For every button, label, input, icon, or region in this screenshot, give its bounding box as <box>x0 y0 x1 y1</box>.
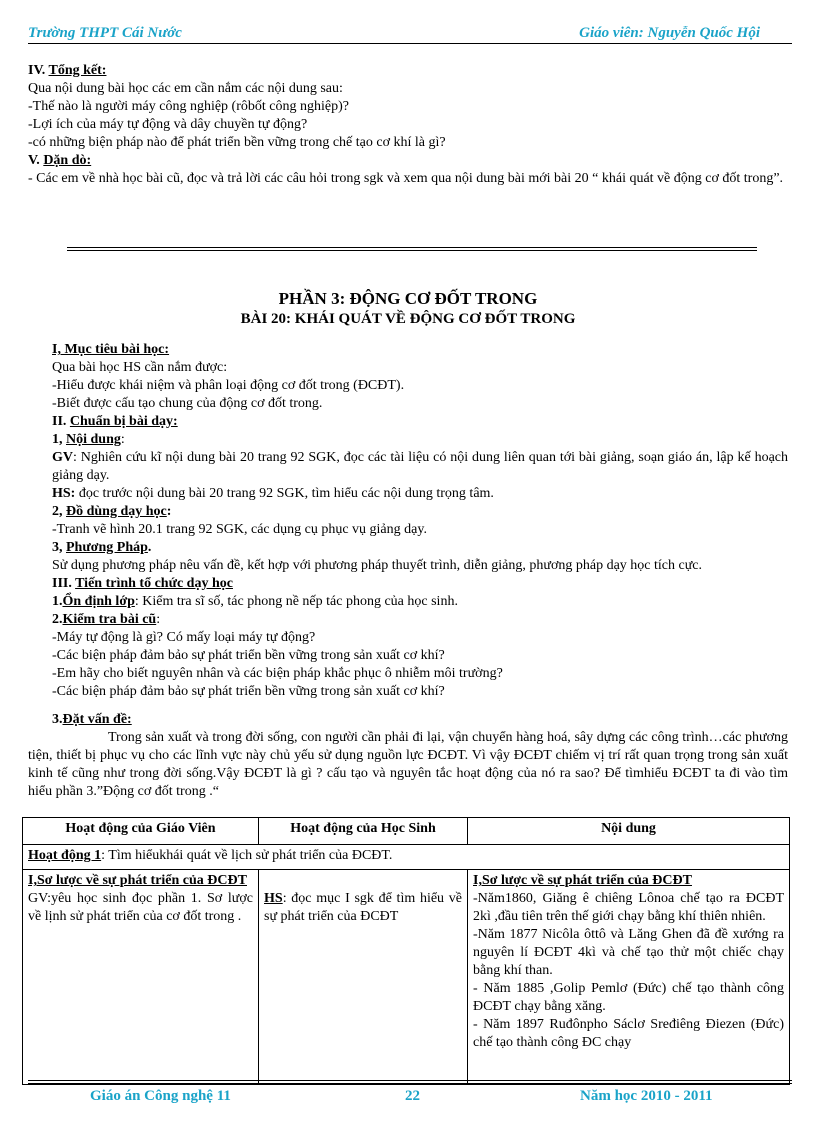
page-number: 22 <box>405 1088 420 1104</box>
section-divider <box>67 247 757 253</box>
content-heading: Nội dung <box>66 432 121 447</box>
content-cell <box>468 870 790 1085</box>
review-question: -Các biện pháp đảm bảo sự phát triển bền vững trong sản xuất cơ khí? <box>52 684 445 699</box>
summary-section: IV. Tổng kết: Qua nội dung bài học các em cần nắm các nội dung sau: -Thế nào là người máy công nghiệp (rôbốt công nghiệp)? -Lợi ích của máy tự động và dây chuyền tự động? -có những biện pháp nào để phát triển bền vững trong chế tạo cơ khí là gì? V. Dặn dò: - Các em về nhà học bài cũ, đọc và trả lời các câu hỏi trong sgk và xem qua nội dung bài mới bài 20 “ khái quát về động cơ đốt trong”. <box>28 62 788 188</box>
page-header <box>28 25 790 45</box>
summary-line: -có những biện pháp nào để phát triển bền vững trong chế tạo cơ khí là gì? <box>28 135 446 150</box>
school-name: Trường THPT Cái Nước <box>28 25 182 41</box>
content-heading-cell: I,Sơ lược về sự phát triển của ĐCĐT <box>473 873 692 888</box>
header-rule <box>28 43 792 44</box>
summary-line: -Thế nào là người máy công nghiệp (rôbốt công nghiệp)? <box>28 99 349 114</box>
review-question: -Em hãy cho biết nguyên nhân và các biện pháp khắc phục ô nhiễm môi trường? <box>52 666 503 681</box>
summary-line: -Lợi ích của máy tự động và dây chuyền tự động? <box>28 117 308 132</box>
teacher-cell <box>23 870 259 1085</box>
column-header: Hoạt động của Giáo Viên <box>23 818 259 845</box>
review-question: -Các biện pháp đảm bảo sự phát triển bền vững trong sản xuất cơ khí? <box>52 648 445 663</box>
lesson-title: BÀI 20: KHÁI QUÁT VỀ ĐỘNG CƠ ĐỐT TRONG <box>240 311 576 327</box>
summary-line: Qua nội dung bài học các em cần nắm các nội dung sau: <box>28 81 343 96</box>
hs-prep: HS: đọc trước nội dung bài 20 trang 92 SGK, tìm hiểu các nội dung trọng tâm. <box>52 486 494 501</box>
tools-line: -Tranh vẽ hình 20.1 trang 92 SGK, các dụng cụ phục vụ giảng dạy. <box>52 522 427 537</box>
part-title: PHẦN 3: ĐỘNG CƠ ĐỐT TRONG <box>278 289 538 308</box>
intro-paragraph: Trong sản xuất và trong đời sống, con người cần phải đi lại, vận chuyển hàng hoá, sây dựng các công trình…các phương tiện, thiết bị phục vụ cho các lĩnh vực này chủ yếu sử dụng nguồn lực ĐCĐT. Vì vậy ĐCĐT chiếm vị trí rất quan trọng trong sản xuất kinh tế cũng như trong đời sống.Vậy ĐCĐT là gì ? cấu tạo và nguyên tắc hoạt động của nó ra sao? Để tìmhiểu ĐCĐT ta đi vào tìm hiểu phần 3.”Động cơ đốt trong .“ <box>28 730 788 799</box>
objectives-line: -Biết được cấu tạo chung của động cơ đốt trong. <box>52 396 323 411</box>
column-header: Nội dung <box>468 818 790 845</box>
footer-year: Năm học 2010 - 2011 <box>580 1088 713 1104</box>
step1-heading: Ổn định lớp <box>62 594 135 609</box>
method-line: Sử dụng phương pháp nêu vấn đề, kết hợp với phương pháp thuyết trình, diễn giảng, phương pháp dạy học tích cực. <box>52 558 703 573</box>
objectives-line: Qua bài học HS cần nắm được: <box>52 360 228 375</box>
student-cell: HS: đọc mục I sgk để tìm hiểu về sự phát triển của ĐCĐT <box>259 870 468 1085</box>
footer-subject: Giáo án Công nghệ 11 <box>90 1088 231 1104</box>
content-item: - Năm 1885 ,Golip Pemlơ (Đức) chế tạo thành công ĐCĐT chạy bằng xăng. <box>473 981 784 1014</box>
column-header: Hoạt động của Học Sinh <box>259 818 468 845</box>
step2-heading: Kiểm tra bài cũ <box>62 612 157 627</box>
summary-heading: Tổng kết: <box>48 63 107 78</box>
homework-text: - Các em về nhà học bài cũ, đọc và trả lời các câu hỏi trong sgk và xem qua nội dung bài mới bài 20 “ khái quát về động cơ đốt trong”. <box>28 171 784 186</box>
activity-table <box>22 817 790 1085</box>
objectives-heading: I, Mục tiêu bài học: <box>52 342 170 357</box>
table-header-row <box>23 818 790 845</box>
footer-rule <box>28 1080 792 1081</box>
review-question: -Máy tự động là gì? Có mấy loại máy tự động? <box>52 630 316 645</box>
prep-heading: Chuẩn bị bài dạy: <box>69 414 178 429</box>
lesson-body: I, Mục tiêu bài học: Qua bài học HS cần nắm được: -Hiểu được khái niệm và phân loại động cơ đốt trong (ĐCĐT). -Biết được cấu tạo chung của động cơ đốt trong. II. Chuẩn bị bài dạy: 1, Nội dung: GV: Nghiên cứu kĩ nội dung bài 20 trang 92 SGK, đọc các tài liệu có nội dung liên quan tới bài giảng, soạn giáo án, lập kế hoạch giảng dạy. HS: đọc trước nội dung bài 20 trang 92 SGK, tìm hiểu các nội dung trọng tâm. 2, Đồ dùng dạy học: -Tranh vẽ hình 20.1 trang 92 SGK, các dụng cụ phục vụ giảng dạy. 3, Phương Pháp. Sử dụng phương pháp nêu vấn đề, kết hợp với phương pháp thuyết trình, diễn giảng, phương pháp dạy học tích cực. III. Tiến trình tổ chức dạy học 1.Ổn định lớp: Kiểm tra sĩ số, tác phong nề nếp tác phong của học sinh. 2.Kiểm tra bài cũ: -Máy tự động là gì? Có mấy loại máy tự động? -Các biện pháp đảm bảo sự phát triển bền vững trong sản xuất cơ khí? -Em hãy cho biết nguyên nhân và các biện pháp khắc phục ô nhiễm môi trường? -Các biện pháp đảm bảo sự phát triển bền vững trong sản xuất cơ khí? 3.Đặt vấn đề: Trong sản xuất và trong đời sống, con người cần phải đi lại, vận chuyển hàng hoá, sây dựng các công trình…các phương tiện, thiết bị phục vụ cho các lĩnh vực này chủ yếu sử dụng nguồn lực ĐCĐT. Vì vậy ĐCĐT chiếm vị trí rất quan trọng trong sản xuất kinh tế cũng như trong đời sống.Vậy ĐCĐT là gì ? cấu tạo và nguyên tắc hoạt động của nó ra sao? Để tìmhiểu ĐCĐT ta đi vào tìm hiểu phần 3.”Động cơ đốt trong .“ <box>28 342 788 799</box>
table-row <box>23 870 790 1085</box>
content-item: -Năm1860, Giăng ê chiêng Lônoa chế tạo ra ĐCĐT 2kì ,đầu tiên trên thế giới chạy bằng khí thiên nhiên. <box>473 891 784 924</box>
footer-rule <box>28 1083 792 1084</box>
activity-title: Hoạt động 1: Tìm hiểukhái quát về lịch sử phát triển của ĐCĐT. <box>23 845 790 870</box>
teacher-text: GV:yêu học sinh đọc phần 1. Sơ lược về lịnh sử phát triển của cơ đốt trong . <box>28 891 253 924</box>
content-item: -Năm 1877 Nicôla ôttô và Lăng Ghen đã đề xướng ra nguyên lí ĐCĐT 4kì và chế tạo thử một chiếc chạy bằng khí than. <box>473 927 784 978</box>
homework-heading: Dặn dò: <box>43 153 92 168</box>
tools-heading: Đồ dùng dạy học <box>66 504 167 519</box>
teacher-name: Giáo viên: Nguyễn Quốc Hội <box>579 25 760 41</box>
method-heading: Phương Pháp <box>66 540 148 555</box>
content-item: - Năm 1897 Ruđônpho Sáclơ Sređiêng Điezen (Đức) chế tạo thành công ĐC chạy <box>473 1017 784 1050</box>
process-heading: Tiến trình tổ chức dạy học <box>75 576 233 591</box>
step3-heading: Đặt vấn đề: <box>62 712 132 727</box>
table-row <box>23 845 790 870</box>
teacher-heading: I,Sơ lược về sự phát triển của ĐCĐT <box>28 873 247 888</box>
gv-prep: GV: Nghiên cứu kĩ nội dung bài 20 trang 92 SGK, đọc các tài liệu có nội dung liên quan tới bài giảng, soạn giáo án, lập kế hoạch giảng dạy. <box>52 450 788 483</box>
objectives-line: -Hiểu được khái niệm và phân loại động cơ đốt trong (ĐCĐT). <box>52 378 405 393</box>
